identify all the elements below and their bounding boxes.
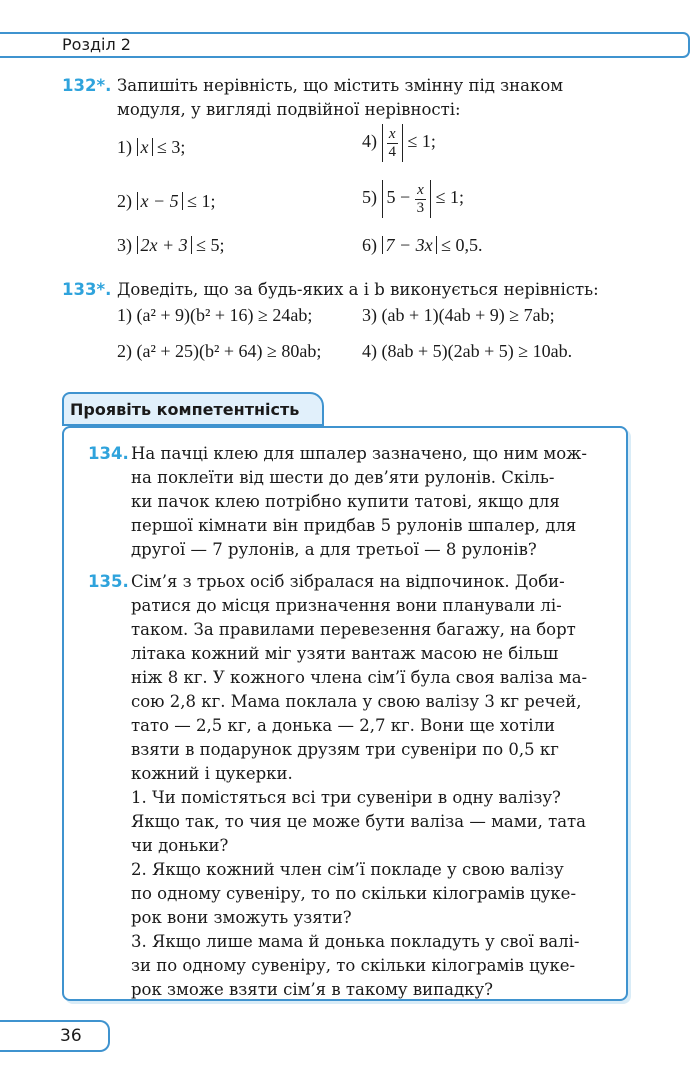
exercise-132-item-3 <box>117 234 225 257</box>
exercise-133-item-3: 3) (ab + 1)(4ab + 9) ≥ 7ab; <box>362 305 555 325</box>
exercise-132-number: 132*. <box>62 76 112 95</box>
exercise-135-line-1: Сім’я з трьох осіб зібралася на відпочинок. Доби- <box>131 572 565 591</box>
page-number: 36 <box>60 1026 82 1046</box>
fraction-denominator: 4 <box>388 143 396 160</box>
exercise-133-number: 133*. <box>62 280 112 299</box>
exercise-135-line-4: літака кожний міг узяти вантаж масою не більш <box>131 644 559 663</box>
exercise-133-intro: Доведіть, що за будь-яких a і b виконується нерівність: <box>117 280 599 299</box>
inequality-rhs: ≤ 0,5. <box>441 235 483 255</box>
item-label: 4) <box>362 131 377 152</box>
abs-expression <box>382 180 432 218</box>
inequality-rhs: ≤ 1; <box>187 191 216 211</box>
exercise-133-item-4: 4) (8ab + 5)(2ab + 5) ≥ 10ab. <box>362 341 573 361</box>
exercise-134-line-5: другої — 7 рулонів, а для третьої — 8 рулонів? <box>131 540 537 559</box>
item-label: 6) <box>362 235 377 255</box>
exercise-135-line-5: ніж 8 кг. У кожного члена сім’ї була своя валіза ма- <box>131 668 588 687</box>
inequality-rhs: ≤ 5; <box>196 235 225 255</box>
exercise-135-line-15: рок вони зможуть узяти? <box>131 908 352 927</box>
item-label: 1) <box>117 137 132 157</box>
exercise-132-item-5 <box>362 180 464 218</box>
competence-title: Проявіть компетентність <box>70 400 300 419</box>
exercise-134-line-4: першої кімнати він придбав 5 рулонів шпалер, для <box>131 516 577 535</box>
exercise-135-line-9: кожний і цукерки. <box>131 764 293 783</box>
exercise-135-line-18: рок зможе взяти сім’я в такому випадку? <box>131 980 494 999</box>
exercise-135-line-3: таком. За правилами перевезення багажу, на борт <box>131 620 576 639</box>
exercise-135-line-11: Якщо так, то чия це може бути валіза — мами, тата <box>131 812 587 831</box>
exercise-135-line-7: тато — 2,5 кг, а донька — 2,7 кг. Вони ще хотіли <box>131 716 555 735</box>
exercise-135-line-2: ратися до місця призначення вони планували лі- <box>131 596 562 615</box>
item-label: 5) <box>362 187 377 208</box>
exercise-133-item-1: 1) (a² + 9)(b² + 16) ≥ 24ab; <box>117 305 313 325</box>
exercise-135-line-14: по одному сувеніру, то по скільки кілограмів цуке- <box>131 884 577 903</box>
page-number-tab <box>0 1020 110 1052</box>
inequality-rhs: ≤ 1; <box>435 187 465 208</box>
exercise-135-number: 135. <box>88 572 129 591</box>
inequality-rhs: ≤ 1; <box>407 131 436 152</box>
exercise-132-item-1 <box>117 136 185 159</box>
section-label: Розділ 2 <box>62 35 131 54</box>
exercise-135-line-17: зи по одному сувеніру, то скільки кілограмів цуке- <box>131 956 576 975</box>
exercise-134-line-3: ки пачок клею потрібно купити татові, якщо для <box>131 492 560 511</box>
exercise-132-line-2: модуля, у вигляді подвійної нерівності: <box>117 100 461 119</box>
exercise-134-line-1: На пачці клею для шпалер зазначено, що ним мож- <box>131 444 587 463</box>
exercise-135-line-13: 2. Якщо кожний член сім’ї покладе у свою валізу <box>131 860 564 879</box>
fraction-numerator: x <box>388 126 396 142</box>
exercise-134-number: 134. <box>88 444 129 463</box>
exercise-133-item-2: 2) (a² + 25)(b² + 64) ≥ 80ab; <box>117 341 322 361</box>
fraction-denominator: 3 <box>416 199 425 216</box>
exercise-135-line-12: чи доньки? <box>131 836 229 855</box>
abs-prefix: 5 − <box>386 187 411 208</box>
fraction <box>387 126 399 160</box>
exercise-132-item-4 <box>362 124 436 162</box>
exercise-134-line-2: на поклеїти від шести до дев’яти рулонів. Скіль- <box>131 468 555 487</box>
fraction <box>415 182 427 216</box>
exercise-135-line-10: 1. Чи помістяться всі три сувеніри в одну валізу? <box>131 788 561 807</box>
abs-fraction <box>382 124 404 162</box>
exercise-135-line-6: сою 2,8 кг. Мама поклала у свою валізу 3 кг речей, <box>131 692 582 711</box>
exercise-135-line-16: 3. Якщо лише мама й донька покладуть у свої валі- <box>131 932 580 951</box>
exercise-135-line-8: взяти в подарунок друзям три сувеніри по 0,5 кг <box>131 740 559 759</box>
abs-expression: 2x + 3 <box>137 236 192 254</box>
abs-expression: x <box>137 138 153 156</box>
item-label: 3) <box>117 235 132 255</box>
exercise-132-line-1: Запишіть нерівність, що містить змінну під знаком <box>117 76 564 95</box>
exercise-132-item-6 <box>362 234 483 257</box>
exercise-132-item-2 <box>117 190 216 213</box>
item-label: 2) <box>117 191 132 211</box>
inequality-rhs: ≤ 3; <box>157 137 186 157</box>
abs-expression: 7 − 3x <box>382 236 437 254</box>
fraction-numerator: x <box>417 182 424 198</box>
abs-expression: x − 5 <box>137 192 183 210</box>
